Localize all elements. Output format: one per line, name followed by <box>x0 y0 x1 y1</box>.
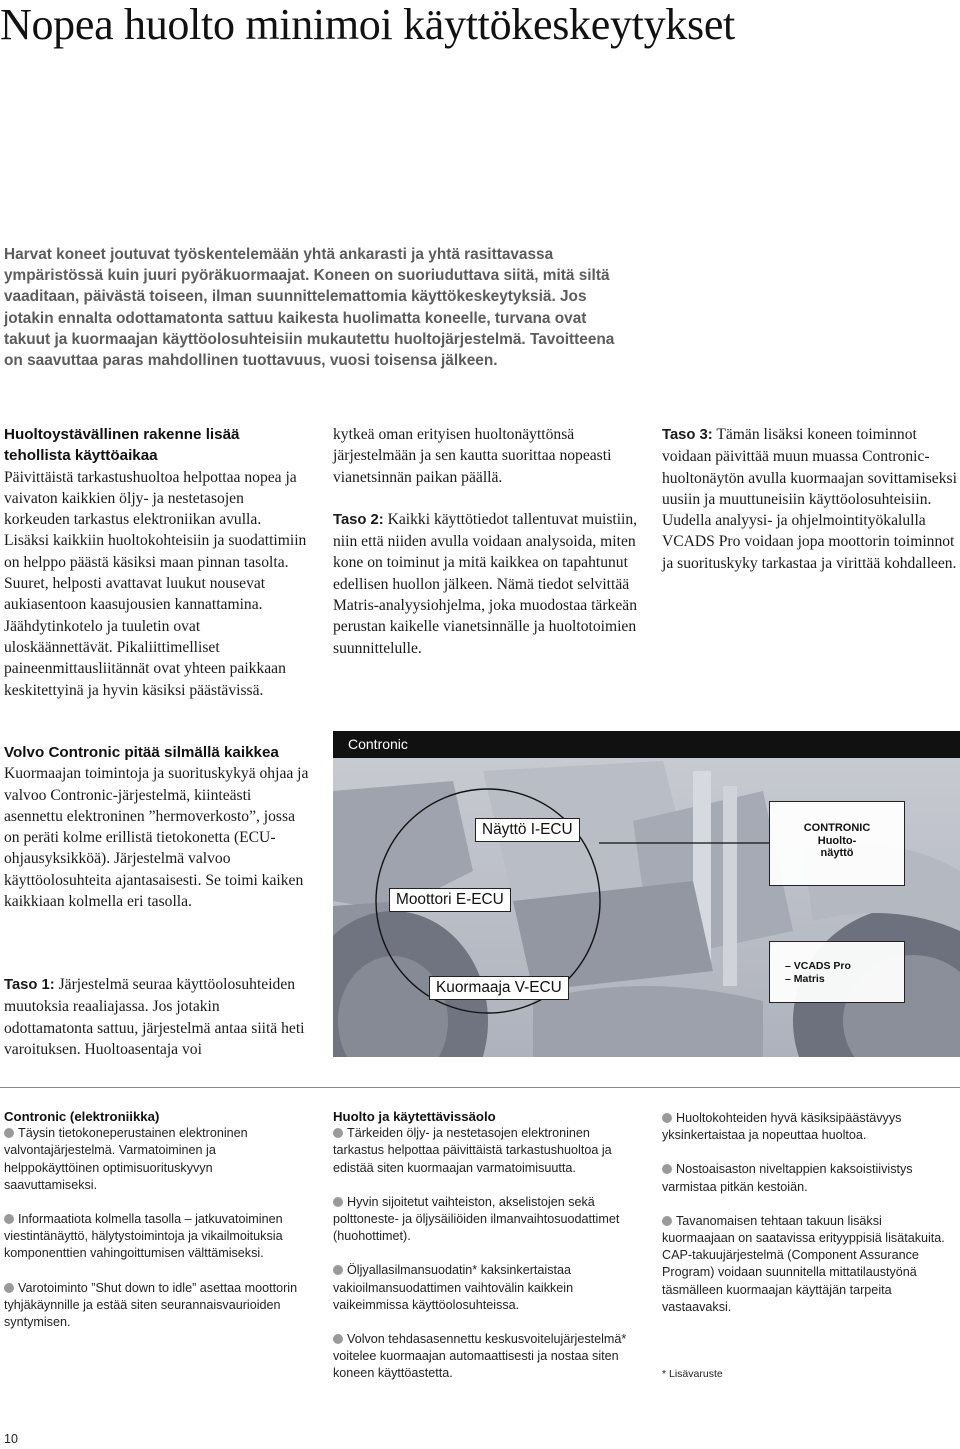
continued-paragraph: kytkeä oman erityisen huoltonäyttönsä järjestelmään ja sen kautta suorittaa nopeasti vianetsinnän paikan päällä. <box>333 426 612 486</box>
page-title: Nopea huolto minimoi käyttökeskeytykset <box>0 0 735 49</box>
bullet-icon <box>4 1128 14 1138</box>
section-heading: Volvo Contronic pitää silmällä kaikkea <box>4 744 279 761</box>
bullet-block <box>333 1108 633 1177</box>
bullet-block <box>333 1262 633 1314</box>
matris-label: – Matris <box>785 973 825 985</box>
bullet-block <box>662 1161 954 1195</box>
column-2 <box>333 424 638 659</box>
column-3 <box>662 424 957 574</box>
section-heading: Huoltoystävällinen rakenne lisää tehollista käyttöaikaa <box>4 426 240 465</box>
bullet-icon <box>333 1197 343 1207</box>
contronic-box-line-1: CONTRONIC <box>803 822 871 834</box>
level-text: Kaikki käyttötiedot tallentuvat muistiin, niin että niiden avulla voidaan analysoida, miten kone on toiminut ja mitä kaikkea on tapahtunut edellisen huollon jälkeen. Nämä tiedot selvittää Matris-analyysiohjelma, joka muodostaa tärkeän perustan kaikelle vianetsinnälle ja huoltotoimien suunnittelulle. <box>333 510 638 657</box>
vehicle-ecu-label: Kuormaaja V-ECU <box>429 976 569 1000</box>
vcads-matris-box <box>769 941 905 1003</box>
bottom-heading: Huolto ja käytettävissäolo <box>333 1109 496 1124</box>
diagram-header-bar <box>333 731 960 758</box>
bullet-block <box>4 1280 304 1332</box>
section-body: Päivittäistä tarkastushuoltoa helpottaa nopea ja vaivaton kaikkien öljy- ja nestetasojen korkeuden tarkastus elektroniikan avulla. Lisäksi kaikkiin huoltokohteisiin ja suodattimiin on helppo päästä käsiksi maan pinnan tasolta. Suuret, helposti avattavat luukut nousevat aukiasentoon kaasujousien kannattamina. Jäähdytinkotelo ja tuuletin ovat uloskäännettävät. Pikaliittimelliset paineenmittausliitännät ovat yhteen paikkaan keskitettyinä ja hyvin käsiksi päästävissä. <box>4 468 307 699</box>
bullet-block <box>333 1331 633 1383</box>
vcads-pro-label: – VCADS Pro <box>785 960 851 972</box>
bottom-column-contronic <box>4 1108 304 1348</box>
level-3-paragraph <box>662 424 957 574</box>
display-ecu-label: Näyttö I-ECU <box>475 818 580 842</box>
bullet-icon <box>4 1283 14 1293</box>
bullet-icon <box>333 1128 343 1138</box>
bullet-text: Volvon tehdasasennettu keskusvoitelujärjestelmä* voitelee kuormaajan automaattisesti ja nostaa siten koneen käyttöastetta. <box>333 1332 627 1381</box>
bullet-icon <box>4 1214 14 1224</box>
bullet-icon <box>662 1113 672 1123</box>
bullet-text: Hyvin sijoitetut vaihteiston, akselistojen sekä polttoneste- ja öljysäiliöiden ilmanvaihtosuodattimet (huohottimet). <box>333 1194 620 1244</box>
level-text: Järjestelmä seuraa käyttöolosuhteiden muutoksia reaaliajassa. Jos jotakin odottamatonta sattuu, järjestelmä antaa siitä heti varoituksen. Huoltoasentaja voi <box>4 976 305 1058</box>
bottom-column-warranty <box>662 1110 954 1333</box>
bullet-text: Tärkeiden öljy- ja nestetasojen elektroninen tarkastus helpottaa päivittäistä tarkastushuoltoa ja edistää siten kuormaajan varmatoimisuutta. <box>333 1126 612 1175</box>
section-level-1 <box>4 974 309 1060</box>
intro-paragraph: Harvat koneet joutuvat työskentelemään yhtä ankarasti ja yhtä rasittavassa ympäristössä kuin juuri pyöräkuormaajat. Koneen on suoriuduttava siitä, mitä siltä vaaditaan, päivästä toiseen, ilman suunnittelemattomia käyttökeskeytyksiä. Jos jotakin ennalta odottamatonta sattuu kaikesta huolimatta koneelle, turvana ovat takuut ja kuormaajan käyttöolosuhteisiin mukautettu huoltojärjestelmä. Tavoitteena on saavuttaa paras mahdollinen tuottavuus, vuosi toisensa jälkeen. <box>4 246 615 370</box>
bullet-block <box>662 1110 954 1144</box>
section-contronic <box>4 742 309 912</box>
bullet-text: Varotoiminto ”Shut down to idle” asettaa moottorin tyhjäkäynnille ja estää siten seurannaisvaurioiden syntymisen. <box>4 1280 298 1330</box>
bullet-block <box>4 1108 304 1194</box>
section-body: Kuormaajan toimintoja ja suorituskykyä ohjaa ja valvoo Contronic-järjestelmä, kiinteästi asennettu elektroninen ”hermoverkosto”, jossa on peräti kolme erillistä tietokonetta (ECU-ohjausyksikköä). Järjestelmä valvoo käyttöolosuhteita ajantasaisesti. Se toimi kaiken kaikkiaan kolmella eri tasolla. <box>4 765 309 911</box>
contronic-service-display-box <box>769 801 905 886</box>
bullet-block <box>333 1194 633 1246</box>
bullet-text: Öljyallasilmansuodatin* kaksinkertaistaa vakioilmansuodattimen vaihtovälin kaikkein vaikeimmissa käyttöolosuhteissa. <box>333 1263 574 1312</box>
bottom-column-service <box>333 1108 633 1400</box>
bullet-text: Huoltokohteiden hyvä käsiksipäästävyys yksinkertaistaa ja nopeuttaa huoltoa. <box>662 1111 902 1143</box>
divider <box>0 1087 960 1088</box>
bullet-icon <box>333 1265 343 1275</box>
footnote: * Lisävaruste <box>662 1368 723 1380</box>
contronic-box-line-3: näyttö <box>820 847 854 859</box>
level-label: Taso 2: <box>333 511 384 528</box>
level-text: Tämän lisäksi koneen toiminnot voidaan päivittää muun muassa Contronic-huoltonäytön avulla kuormaajan sovittamiseksi uusiin ja muuttuneisiin käyttöolosuhteisiin. Uudella analyysi- ja ohjelmointityökalulla VCADS Pro voidaan jopa moottorin toiminnot ja suorituskyky tarkastaa ja virittää kohdalleen. <box>662 426 957 572</box>
page-number: 10 <box>4 1432 18 1446</box>
bullet-icon <box>662 1216 672 1226</box>
bullet-text: Informaatiota kolmella tasolla – jatkuvatoiminen viestintänäyttö, hälytystoimintoja ja vikailmoituksia komponenttien vahingoittumisen välttämiseksi. <box>4 1212 283 1261</box>
level-1-paragraph <box>4 974 309 1060</box>
contronic-box-line-2: Huolto- <box>817 834 857 847</box>
section-service-friendly <box>4 424 309 701</box>
level-label: Taso 1: <box>4 977 55 993</box>
bullet-icon <box>333 1334 343 1344</box>
bullet-icon <box>662 1164 672 1174</box>
level-2-paragraph <box>333 509 638 659</box>
bullet-text: Tavanomaisen tehtaan takuun lisäksi kuormaajaan on saatavissa erityyppisiä lisätakuita. CAP-takuujärjestelmä (Component Assurance Program) voidaan suunnitella mittatilaustyönä täsmälleen kuormaajan käyttäjän tarpeita vastaavaksi. <box>662 1213 945 1314</box>
bullet-block <box>662 1213 954 1316</box>
contronic-diagram <box>333 731 960 1057</box>
bullet-text: Täysin tietokoneperustainen elektroninen valvontajärjestelmä. Varmatoiminen ja helppokäyttöinen optimisuorituskyvyn saavuttamiseksi. <box>4 1126 248 1192</box>
bullet-block <box>4 1211 304 1263</box>
diagram-title: Contronic <box>348 736 408 752</box>
bottom-heading: Contronic (elektroniikka) <box>4 1109 160 1124</box>
bullet-text: Nostoaisaston niveltappien kaksoistiivistys varmistaa pitkän kestoiän. <box>662 1162 913 1194</box>
level-label: Taso 3: <box>662 427 713 443</box>
engine-ecu-label: Moottori E-ECU <box>389 888 511 912</box>
